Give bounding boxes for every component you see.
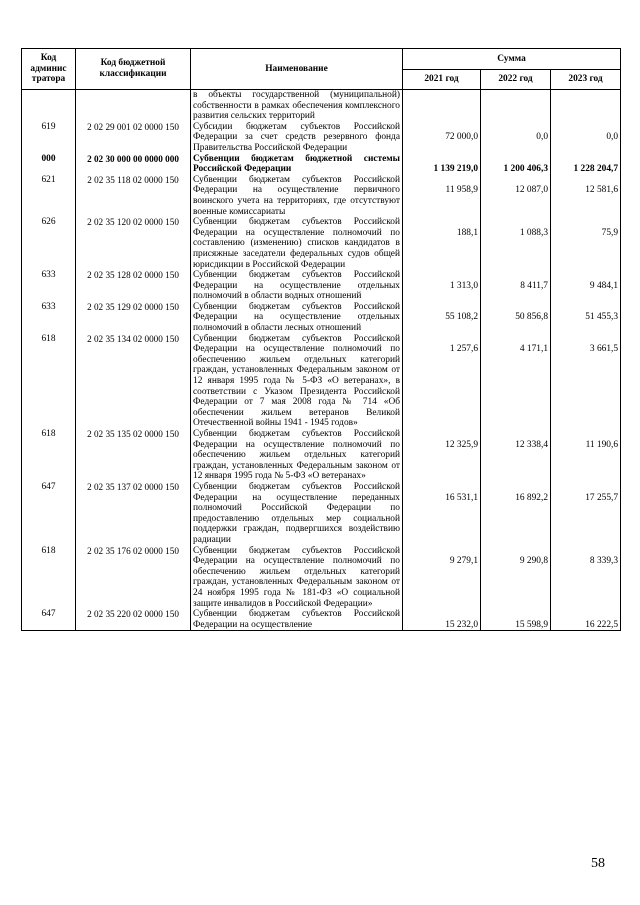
admin-code-cell: 626: [22, 217, 76, 270]
name-cell: Субвенции бюджетам субъектов Российской Федерации на осуществление полномочий по составлению (изменению) списков кандидатов в присяжные заседатели федеральных судов общей юрисдикции в Российской Федерации: [191, 217, 403, 270]
budget-code-cell: 2 02 35 120 02 0000 150: [76, 217, 191, 270]
budget-code-cell: 2 02 35 128 02 0000 150: [76, 270, 191, 302]
admin-code-cell: [22, 90, 76, 122]
budget-code-cell: 2 02 35 118 02 0000 150: [76, 175, 191, 217]
admin-code-cell: 618: [22, 334, 76, 429]
amount-value: 9 290,8: [519, 556, 548, 567]
amount-value: 75,9: [601, 227, 619, 238]
amount-2022-cell: [481, 609, 551, 631]
name-cell: Субвенции бюджетам субъектов Российской Федерации на осуществление полномочий по обеспечению жильем отдельных категорий граждан, установленных Федеральным законом от 12 января 1995 года № 5-ФЗ «О ветеранах»: [191, 429, 403, 482]
amount-2021-cell: [403, 90, 481, 122]
amount-2022-cell: [481, 217, 551, 270]
admin-code-cell: 633: [22, 302, 76, 334]
admin-code-cell: 618: [22, 429, 76, 482]
amount-2021-cell: [403, 175, 481, 217]
amount-value: 17 255,7: [585, 492, 619, 503]
amount-2021-cell: [403, 334, 481, 429]
table-header: [22, 49, 621, 90]
amount-2023-cell: [551, 90, 621, 122]
table-row: [22, 217, 621, 270]
amount-2022-cell: [481, 429, 551, 482]
amount-value: 9 484,1: [589, 280, 619, 291]
header-year-2023: 2023 год: [551, 70, 621, 90]
amount-value: 16 222,5: [585, 619, 619, 630]
header-budget-code: Код бюджетной классификации: [76, 49, 191, 90]
amount-2022-cell: [481, 302, 551, 334]
table-row: [22, 482, 621, 546]
amount-value: 15 232,0: [445, 619, 478, 630]
admin-code-cell: 621: [22, 175, 76, 217]
budget-code-cell: 2 02 35 137 02 0000 150: [76, 482, 191, 546]
table-body: [22, 90, 621, 631]
name-cell: в объекты государственной (муниципальной) собственности в рамках обеспечения комплексного развития сельских территорий: [191, 90, 403, 122]
name-cell: Субвенции бюджетам субъектов Российской Федерации на осуществление отдельных полномочий в области водных отношений: [191, 270, 403, 302]
table-row: [22, 175, 621, 217]
name-cell: Субвенции бюджетам субъектов Российской Федерации на осуществление полномочий по обеспечению жильем отдельных категорий граждан, установленных Федеральным законом от 24 ноября 1995 года № 181-ФЗ «О социальной защите инвалидов в Российской Федерации»: [191, 546, 403, 610]
amount-value: 1 313,0: [449, 280, 478, 291]
amount-value: 16 892,2: [515, 492, 548, 503]
amount-value: 8 411,7: [520, 280, 548, 291]
amount-2023-cell: [551, 154, 621, 175]
budget-code-cell: 2 02 35 176 02 0000 150: [76, 546, 191, 610]
header-name: Наименование: [191, 49, 403, 90]
name-cell: Субвенции бюджетам бюджетной системы Российской Федерации: [191, 154, 403, 175]
amount-value: 15 598,9: [515, 619, 548, 630]
table-row: [22, 90, 621, 122]
amount-2021-cell: [403, 122, 481, 154]
amount-2023-cell: [551, 334, 621, 429]
amount-2023-cell: [551, 175, 621, 217]
amount-value: 1 200 406,3: [503, 164, 548, 175]
amount-2023-cell: [551, 217, 621, 270]
amount-2021-cell: [403, 609, 481, 631]
admin-code-cell: 633: [22, 270, 76, 302]
amount-2022-cell: [481, 154, 551, 175]
budget-code-cell: 2 02 35 135 02 0000 150: [76, 429, 191, 482]
name-cell: Субвенции бюджетам субъектов Российской Федерации на осуществление полномочий по обеспечению жильем отдельных категорий граждан, установленных Федеральным законом от 12 января 1995 года № 5-ФЗ «О ветеранах», в соответствии с Указом Президента Российской Федерации от 7 мая 2008 года № 714 «Об обеспечении жильем ветеранов Великой Отечественной войны 1941 - 1945 годов»: [191, 334, 403, 429]
amount-2023-cell: [551, 302, 621, 334]
admin-code-cell: 647: [22, 609, 76, 631]
amount-value: 1 257,6: [449, 344, 478, 355]
table-row: [22, 270, 621, 302]
table-row: [22, 429, 621, 482]
amount-2021-cell: [403, 154, 481, 175]
table-row: [22, 302, 621, 334]
amount-2021-cell: [403, 546, 481, 610]
amount-value: 12 338,4: [515, 439, 548, 450]
amount-value: 12 325,9: [445, 439, 478, 450]
header-admin-code: Код админис тратора: [22, 49, 76, 90]
header-year-2022: 2022 год: [481, 70, 551, 90]
name-cell: Субсидии бюджетам субъектов Российской Федерации за счет средств резервного фонда Правительства Российской Федерации: [191, 122, 403, 154]
admin-code-cell: 000: [22, 154, 76, 175]
amount-2021-cell: [403, 302, 481, 334]
amount-value: 16 531,1: [445, 492, 478, 503]
admin-code-cell: 619: [22, 122, 76, 154]
budget-code-cell: 2 02 35 220 02 0000 150: [76, 609, 191, 631]
amount-value: 50 856,8: [515, 312, 548, 323]
amount-2022-cell: [481, 482, 551, 546]
amount-2023-cell: [551, 270, 621, 302]
amount-value: 51 455,3: [585, 312, 619, 323]
admin-code-cell: 647: [22, 482, 76, 546]
amount-value: 0,0: [536, 132, 548, 143]
header-year-2021: 2021 год: [403, 70, 481, 90]
table-row: [22, 122, 621, 154]
amount-value: 188,1: [456, 227, 478, 238]
page-number: 58: [591, 856, 605, 871]
amount-2022-cell: [481, 546, 551, 610]
amount-2021-cell: [403, 270, 481, 302]
amount-value: 4 171,1: [519, 344, 548, 355]
amount-2021-cell: [403, 217, 481, 270]
amount-value: 72 000,0: [445, 132, 478, 143]
name-cell: Субвенции бюджетам субъектов Российской Федерации на осуществление: [191, 609, 403, 631]
amount-2021-cell: [403, 482, 481, 546]
amount-2021-cell: [403, 429, 481, 482]
amount-value: 11 190,6: [585, 439, 619, 450]
amount-value: 9 279,1: [449, 556, 478, 567]
amount-2023-cell: [551, 482, 621, 546]
amount-2022-cell: [481, 175, 551, 217]
header-sum: Сумма: [403, 49, 621, 70]
amount-value: 12 087,0: [515, 185, 548, 196]
budget-code-cell: 2 02 29 001 02 0000 150: [76, 122, 191, 154]
amount-2022-cell: [481, 270, 551, 302]
amount-value: 1 228 204,7: [573, 164, 619, 175]
amount-2023-cell: [551, 546, 621, 610]
amount-2023-cell: [551, 609, 621, 631]
amount-value: 55 108,2: [445, 312, 478, 323]
name-cell: Субвенции бюджетам субъектов Российской Федерации на осуществление переданных полномочий Российской Федерации по предоставлению отдельных мер социальной поддержки граждан, подвергшихся воздействию радиации: [191, 482, 403, 546]
table-row: [22, 609, 621, 631]
name-cell: Субвенции бюджетам субъектов Российской Федерации на осуществление первичного воинского учета на территориях, где отсутствуют военные комиссариаты: [191, 175, 403, 217]
table-row: [22, 154, 621, 175]
table-row: [22, 546, 621, 610]
amount-2022-cell: [481, 90, 551, 122]
budget-code-cell: 2 02 35 129 02 0000 150: [76, 302, 191, 334]
budget-code-cell: [76, 90, 191, 122]
amount-2023-cell: [551, 429, 621, 482]
amount-2022-cell: [481, 122, 551, 154]
budget-table: [21, 48, 621, 631]
amount-2022-cell: [481, 334, 551, 429]
amount-value: 11 958,9: [445, 185, 478, 196]
name-cell: Субвенции бюджетам субъектов Российской Федерации на осуществление отдельных полномочий в области лесных отношений: [191, 302, 403, 334]
amount-value: 0,0: [606, 132, 619, 143]
amount-value: 1 088,3: [519, 227, 548, 238]
budget-code-cell: 2 02 30 000 00 0000 000: [76, 154, 191, 175]
budget-code-cell: 2 02 35 134 02 0000 150: [76, 334, 191, 429]
amount-value: 3 661,5: [589, 344, 619, 355]
table-row: [22, 334, 621, 429]
amount-value: 8 339,3: [589, 556, 619, 567]
amount-value: 12 581,6: [585, 185, 619, 196]
admin-code-cell: 618: [22, 546, 76, 610]
amount-value: 1 139 219,0: [433, 164, 478, 175]
amount-2023-cell: [551, 122, 621, 154]
